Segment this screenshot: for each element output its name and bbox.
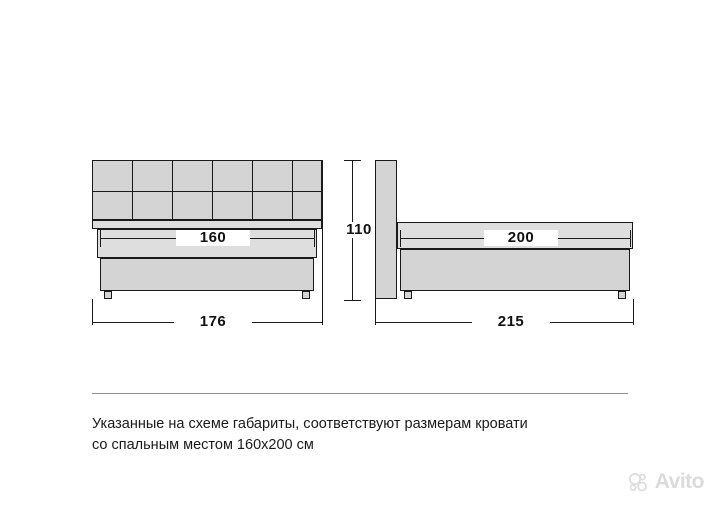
- avito-watermark-label: Avito: [654, 470, 704, 493]
- caption-line-2: со спальным местом 160x200 см: [92, 437, 314, 453]
- front-headboard-panel: [92, 160, 322, 220]
- ext-line-215-right: [633, 299, 634, 325]
- caption-text: [92, 414, 652, 456]
- ext-line-110-top: [322, 160, 323, 322]
- side-headboard-slab: [375, 160, 397, 299]
- headboard-divider-3: [212, 160, 213, 220]
- avito-logo-icon: [627, 471, 649, 493]
- dim-tick-110-top: [344, 160, 361, 161]
- headboard-divider-2: [172, 160, 173, 220]
- side-foot-left: [404, 291, 412, 299]
- avito-watermark: [627, 470, 704, 494]
- headboard-divider-1: [132, 160, 133, 220]
- front-base-block: [100, 258, 314, 291]
- dim-label-176: 176: [174, 314, 252, 330]
- side-base-block: [400, 249, 630, 291]
- dim-label-200: 200: [484, 230, 558, 246]
- dim-tick-200-right: [630, 230, 631, 247]
- dim-tick-160-left: [100, 230, 101, 247]
- side-foot-right: [618, 291, 626, 299]
- front-foot-left: [104, 291, 112, 299]
- dim-tick-160-right: [314, 230, 315, 247]
- front-headboard-lower-band: [92, 220, 322, 229]
- dim-tick-110-bottom: [344, 300, 361, 301]
- caption-divider: [92, 393, 628, 394]
- dim-label-215: 215: [472, 314, 550, 330]
- dim-label-110: 110: [332, 222, 386, 238]
- headboard-divider-4: [252, 160, 253, 220]
- dim-tick-200-left: [400, 230, 401, 247]
- caption-line-1: Указанные на схеме габариты, соответствуют размерам кровати: [92, 416, 528, 432]
- headboard-divider-5: [292, 160, 293, 220]
- front-foot-right: [302, 291, 310, 299]
- dim-label-160: 160: [176, 230, 250, 246]
- headboard-divider-horizontal: [92, 191, 322, 192]
